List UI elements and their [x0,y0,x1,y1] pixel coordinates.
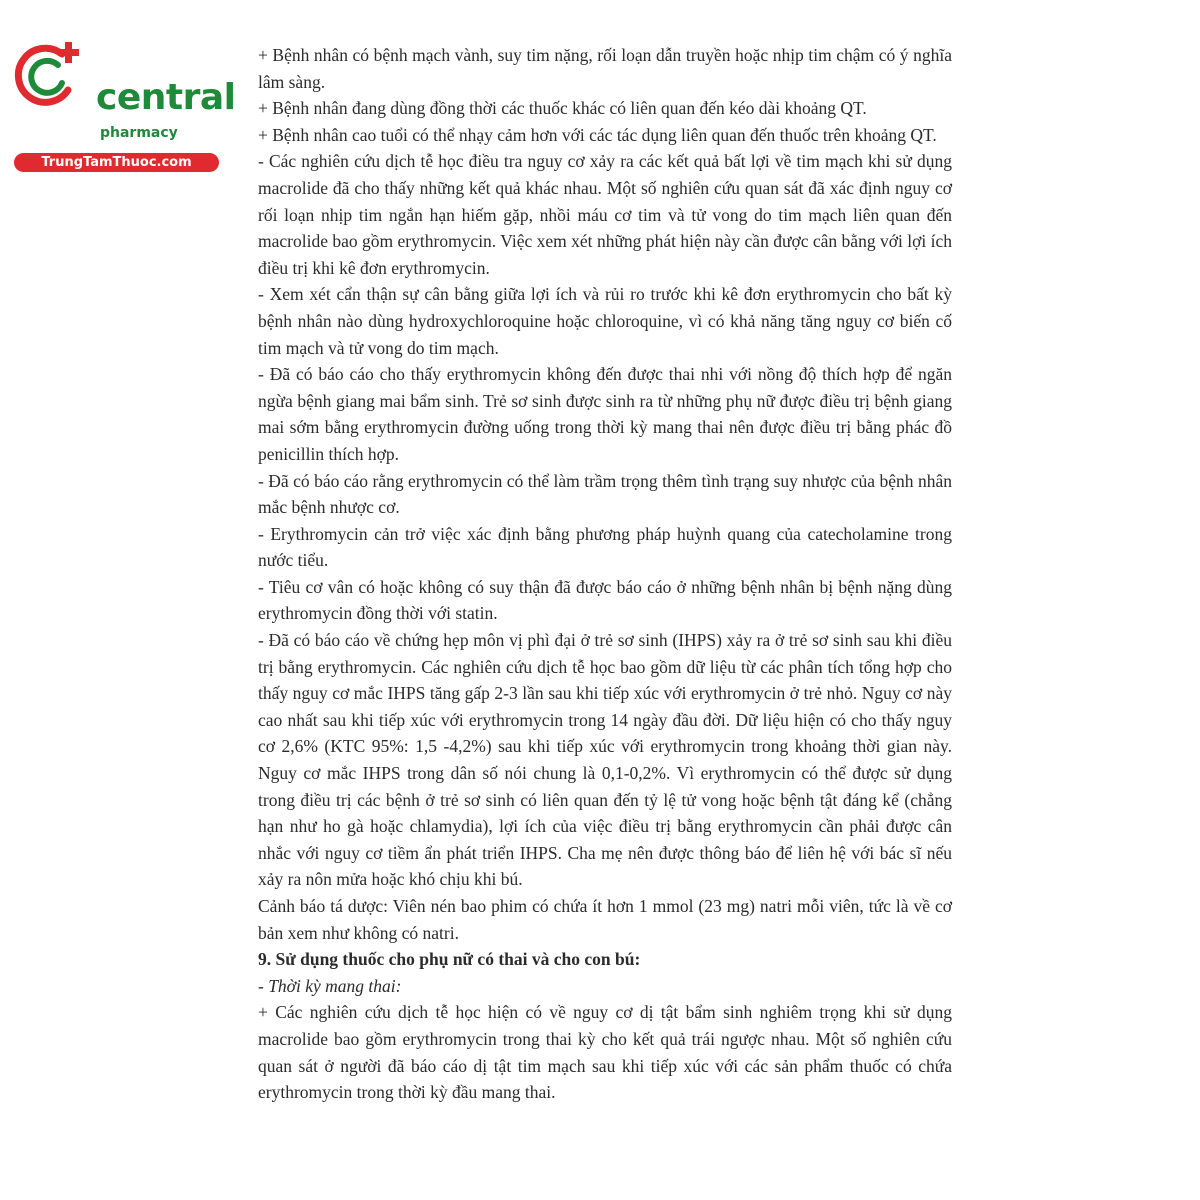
logo-name: central [96,77,236,118]
central-pharmacy-logo [10,36,236,170]
paragraph: Cảnh báo tá dược: Viên nén bao phim có chứa ít hơn 1 mmol (23 mg) natri mỗi viên, tức là về cơ bản xem như không có natri. [258,896,952,943]
paragraph: + Các nghiên cứu dịch tễ học hiện có về nguy cơ dị tật bẩm sinh nghiêm trọng khi sử dụng macrolide bao gồm erythromycin trong thai kỳ cho kết quả trái ngược nhau. Một số nghiên cứu quan sát ở người đã báo cáo dị tật tim mạch sau khi tiếp xúc với các sản phẩm thuốc có chứa erythromycin trong thời kỳ đầu mang thai. [258,1002,952,1103]
document-body [258,42,952,1106]
paragraph: + Bệnh nhân đang dùng đồng thời các thuốc khác có liên quan đến kéo dài khoảng QT. [258,98,867,119]
paragraph: - Xem xét cẩn thận sự cân bằng giữa lợi ích và rủi ro trước khi kê đơn erythromycin cho bất kỳ bệnh nhân nào dùng hydroxychloroquine hoặc chloroquine, vì có khả năng tăng nguy cơ biến cố tim mạch và tử vong do tim mạch. [258,284,952,358]
paragraph: + Bệnh nhân có bệnh mạch vành, suy tim nặng, rối loạn dẫn truyền hoặc nhịp tim chậm có ý nghĩa lâm sàng. [258,45,952,92]
paragraph: + Bệnh nhân cao tuổi có thể nhạy cảm hơn với các tác dụng liên quan đến thuốc trên khoảng QT. [258,124,937,145]
logo-website-banner: TrungTamThuoc.com [14,153,219,172]
paragraph: - Đã có báo cáo cho thấy erythromycin không đến được thai nhi với nồng độ thích hợp để ngăn ngừa bệnh giang mai bẩm sinh. Trẻ sơ sinh được sinh ra từ những phụ nữ được điều trị bệnh giang mai sớm bằng erythromycin đường uống trong thời kỳ mang thai nên được điều trị bằng phác đồ penicillin thích hợp. [258,364,952,464]
logo-subtitle: pharmacy [100,125,178,141]
paragraph: - Các nghiên cứu dịch tễ học điều tra nguy cơ xảy ra các kết quả bất lợi về tim mạch khi sử dụng macrolide đã cho thấy những kết quả khác nhau. Một số nghiên cứu quan sát đã xác định nguy cơ rối loạn nhịp tim ngắn hạn hiếm gặp, nhồi máu cơ tim và tử vong do tim mạch liên quan đến macrolide bao gồm erythromycin. Việc xem xét những phát hiện này cần được cân bằng với lợi ích điều trị khi kê đơn erythromycin. [258,151,952,278]
subheading: - Thời kỳ mang thai: [258,975,402,996]
section-heading: 9. Sử dụng thuốc cho phụ nữ có thai và cho con bú: [258,949,641,970]
pharmacy-logo-icon [10,38,86,114]
paragraph: - Đã có báo cáo rằng erythromycin có thể làm trầm trọng thêm tình trạng suy nhược của bệnh nhân mắc bệnh nhược cơ. [258,470,952,518]
paragraph: - Erythromycin cản trở việc xác định bằng phương pháp huỳnh quang của catecholamine trong nước tiểu. [258,523,952,571]
paragraph: - Đã có báo cáo về chứng hẹp môn vị phì đại ở trẻ sơ sinh (IHPS) xảy ra ở trẻ sơ sinh sau khi điều trị bằng erythromycin. Các nghiên cứu dịch tễ học bao gồm dữ liệu từ các phân tích tổng hợp cho thấy nguy cơ mắc IHPS tăng gấp 2-3 lần sau khi tiếp xúc với erythromycin ở trẻ nhỏ. Nguy cơ này cao nhất sau khi tiếp xúc với erythromycin trong 14 ngày đầu đời. Dữ liệu hiện có cho thấy nguy cơ 2,6% (KTC 95%: 1,5 -4,2%) sau khi tiếp xúc với erythromycin trong khoảng thời gian này. Nguy cơ mắc IHPS trong dân số nói chung là 0,1-0,2%. Vì erythromycin có thể được sử dụng trong điều trị các bệnh ở trẻ sơ sinh có liên quan đến tỷ lệ tử vong hoặc bệnh tật đáng kể (chẳng hạn như ho gà hoặc chlamydia), lợi ích của việc điều trị bằng erythromycin cần phải được cân nhắc với nguy cơ tiềm ẩn phát triển IHPS. Cha mẹ nên được thông báo để liên hệ với bác sĩ nếu xảy ra nôn mửa hoặc khó chịu khi bú. [258,630,952,890]
paragraph: - Tiêu cơ vân có hoặc không có suy thận đã được báo cáo ở những bệnh nhân bị bệnh nặng dùng erythromycin đồng thời với statin. [258,576,952,624]
